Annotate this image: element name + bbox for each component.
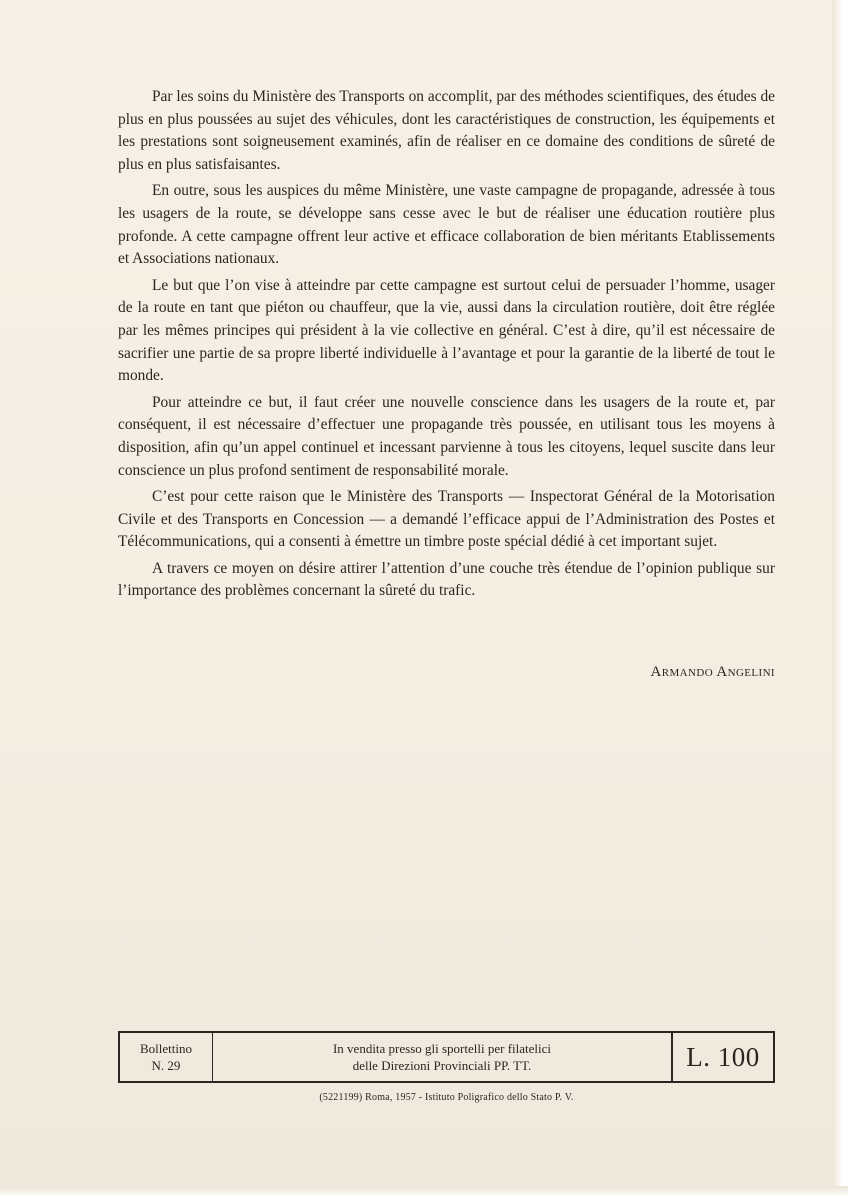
paragraph-2: En outre, sous les auspices du même Ministère, une vaste campagne de propagande, adressée à tous les usagers de la route, se développe sans cesse avec le but de réaliser une éducation routière plus profonde. A cette campagne offrent leur active et efficace collaboration de bien méritants Etablissements et Associations nationaux.	[118, 182, 775, 268]
paragraph-4: Pour atteindre ce but, il faut créer une nouvelle conscience dans les usagers de la route et, par conséquent, il est nécessaire d’effectuer une propagande très poussée, en utilisant tous les moyens à disposition, afin qu’un appel continuel et incessant parvienne à tous les citoyens, lequel suscite dans leur conscience un plus profond sentiment de responsabilité morale.	[118, 393, 775, 479]
paragraph-3: Le but que l’on vise à atteindre par cette campagne est surtout celui de persuader l’homme, usager de la route en tant que piéton ou chauffeur, que la vie, aussi dans la circulation routière, doit être réglée par les mêmes principes qui président à la vie collective en général. C’est à dire, qu’il est nécessaire de sacrifier une partie de sa propre liberté individuelle à l’avantage et pour la garantie de la liberté de tout le monde.	[118, 276, 775, 385]
bulletin-label: Bollettino	[140, 1041, 192, 1056]
bulletin-number: N. 29	[151, 1058, 181, 1073]
author-signature: Armando Angelini	[650, 664, 775, 680]
paragraph-1: Par les soins du Ministère des Transports on accomplit, par des méthodes scientifiques, des études de plus en plus poussées au sujet des véhicules, dont les caractéristiques de construction, les équipements et les prestations sont soigneusement examinés, afin de réaliser en ce domaine des conditions de sûreté de plus en plus satisfaisantes.	[118, 88, 775, 173]
price-cell	[671, 1033, 773, 1081]
price-label: L. 100	[686, 1041, 760, 1072]
sale-line-1: In vendita presso gli sportelli per filatelici	[332, 1041, 552, 1056]
page-bottom-edge	[0, 1186, 848, 1200]
printer-colophon: (5221199) Roma, 1957 - Istituto Poligrafico dello Stato P. V.	[319, 1092, 574, 1103]
bulletin-footer-box	[118, 1031, 775, 1083]
sale-line-2: delle Direzioni Provinciali PP. TT.	[352, 1058, 532, 1073]
page-right-edge	[832, 0, 848, 1200]
paragraph-6: A travers ce moyen on désire attirer l’attention d’une couche très étendue de l’opinion publique sur l’importance des problèmes concernant la sûreté du trafic.	[118, 559, 775, 600]
bulletin-cell	[120, 1033, 213, 1081]
sale-info-cell	[213, 1033, 671, 1081]
paragraph-5: C’est pour cette raison que le Ministère des Transports — Inspectorat Général de la Motorisation Civile et des Transports en Concession — a demandé l’efficace appui de l’Administration des Postes et Télécommunications, qui a consenti à émettre un timbre poste spécial dédié à cet important sujet.	[118, 488, 775, 551]
article-body	[118, 86, 775, 607]
